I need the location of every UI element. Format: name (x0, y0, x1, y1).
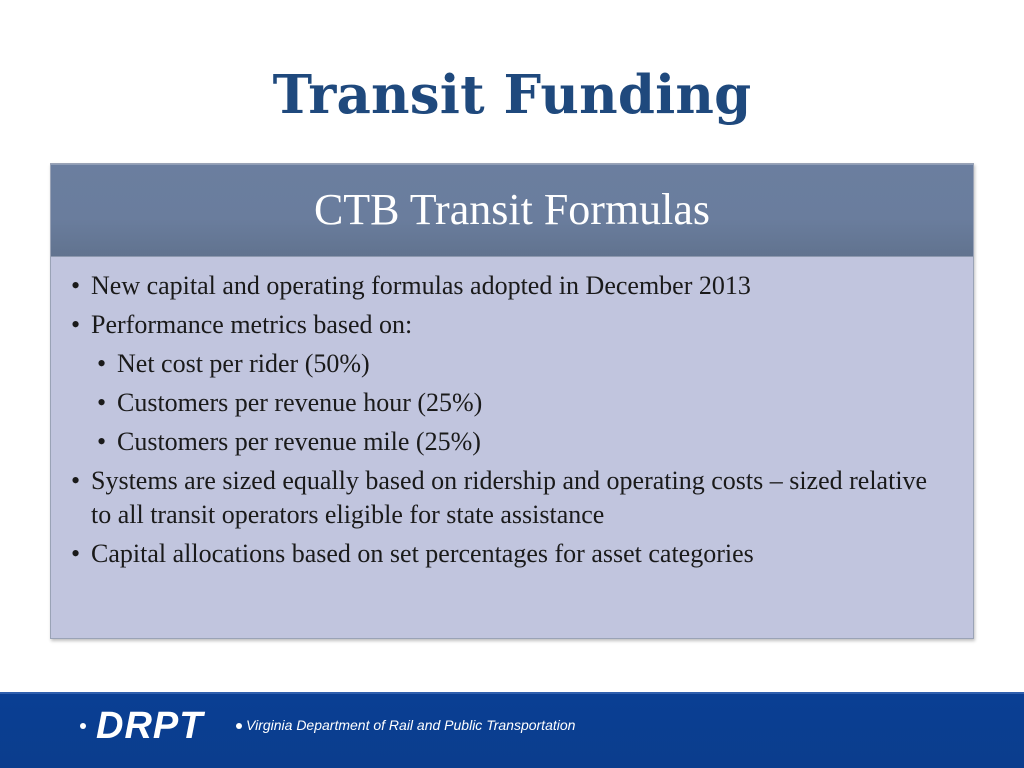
bullet-text: Systems are sized equally based on ridership and operating costs – sized relative to all transit operators eligible for state assistance (91, 466, 928, 529)
bullet-text: New capital and operating formulas adopted in December 2013 (91, 271, 751, 300)
logo-text: DRPT (96, 705, 204, 747)
bullet-marker: • (71, 310, 81, 339)
logo-dot-icon (80, 723, 86, 729)
bullet-marker: • (71, 539, 81, 568)
sub-bullet-item (51, 347, 973, 381)
bullet-text: Capital allocations based on set percentages for asset categories (91, 539, 754, 568)
bullet-marker: • (97, 427, 107, 456)
bullet-text: Performance metrics based on: (91, 310, 413, 339)
bullet-text: Net cost per rider (50%) (117, 349, 370, 378)
bullet-item (51, 464, 973, 532)
bullet-item (51, 269, 973, 303)
slide-title: Transit Funding (272, 64, 752, 126)
drpt-logo (78, 706, 248, 746)
footer-divider (0, 692, 1024, 694)
bullet-list (51, 269, 973, 576)
bullet-marker: • (71, 466, 81, 495)
panel-body (51, 257, 973, 638)
bullet-text: Customers per revenue mile (25%) (117, 427, 481, 456)
bullet-marker: • (71, 271, 81, 300)
agency-name: Virginia Department of Rail and Public Transportation (246, 717, 576, 733)
bullet-marker: • (97, 388, 107, 417)
panel-header-text: CTB Transit Formulas (313, 185, 711, 234)
panel-header (51, 164, 973, 257)
bullet-item (51, 537, 973, 571)
bullet-marker: • (97, 349, 107, 378)
footer-bar (0, 692, 1024, 768)
logo-dot-icon (236, 723, 242, 729)
bullet-text: Customers per revenue hour (25%) (117, 388, 483, 417)
content-panel (50, 163, 974, 639)
sub-bullet-item (51, 386, 973, 420)
bullet-item (51, 308, 973, 342)
sub-bullet-item (51, 425, 973, 459)
